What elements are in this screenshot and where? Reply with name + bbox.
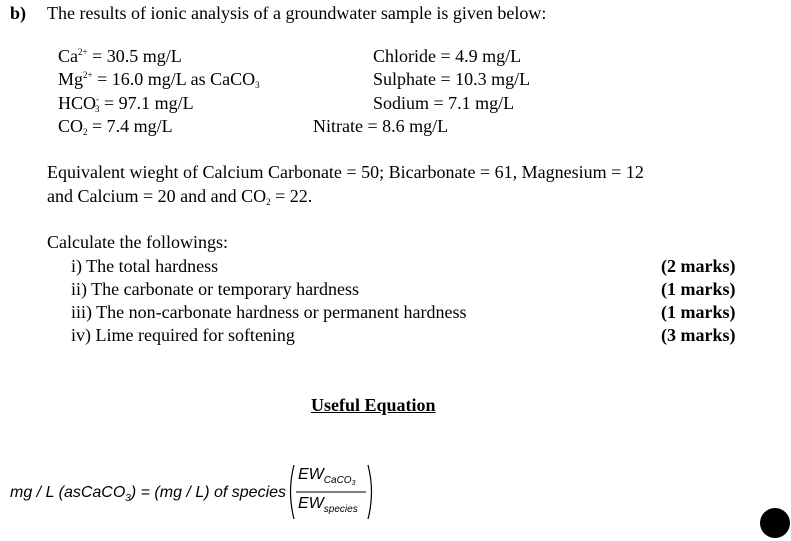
ion-magnesium: $Mg^{2+} = 16.0$ mg/L as CaCO$_3$	[58, 69, 260, 90]
task-marks-3: (1 marks)	[661, 302, 736, 322]
calculate-heading: Calculate the followings:	[47, 232, 228, 252]
ion-nitrate: Nitrate = 8.6 mg/L	[313, 116, 449, 136]
decorative-dot	[760, 508, 790, 538]
equivalent-line-1: Equivalent wieght of Calcium Carbonate = 50; Bicarbonate = 61, Magnesium = 12	[47, 162, 644, 182]
ion-bicarbonate: $HCO^-_3 = 97.1$ mg/L	[58, 93, 194, 114]
equivalent-line-2: and Calcium = 20 and and $CO_2 = 22$.	[47, 186, 313, 207]
task-item-1: i) The total hardness	[71, 256, 219, 276]
fraction-numerator: $EW_{CaCO3}$	[298, 466, 356, 487]
fraction-denominator: $EW_{species}$	[298, 495, 358, 515]
useful-equation-heading: Useful Equation	[311, 395, 436, 415]
ion-calcium: $Ca^{2+} = 30.5$ mg/L	[58, 46, 182, 66]
question-label: b)	[10, 3, 27, 23]
task-item-4: iv) Lime required for softening	[71, 325, 295, 345]
task-marks-2: (1 marks)	[661, 279, 736, 299]
equation-lhs: mg / L (asCaCO$_3$) = (mg / L) of species	[10, 484, 287, 504]
task-marks-4: (3 marks)	[661, 325, 736, 345]
ion-sulphate: Sulphate = 10.3 mg/L	[373, 69, 531, 89]
task-item-3: iii) The non-carbonate hardness or permanent hardness	[71, 302, 467, 322]
question-intro: The results of ionic analysis of a groundwater sample is given below:	[47, 3, 547, 23]
ion-chloride: Chloride = 4.9 mg/L	[373, 46, 522, 66]
task-marks-1: (2 marks)	[661, 256, 736, 276]
task-item-2: ii) The carbonate or temporary hardness	[71, 279, 360, 299]
ion-carbon-dioxide: $CO_2 = 7.4$ mg/L	[58, 116, 173, 137]
ion-sodium: Sodium = 7.1 mg/L	[373, 93, 515, 113]
